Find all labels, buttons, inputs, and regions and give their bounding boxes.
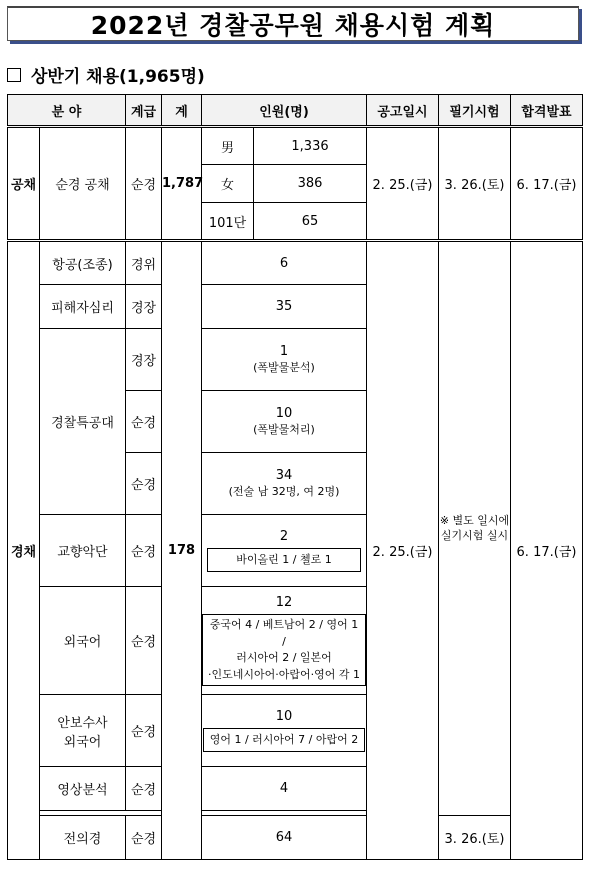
count-detail: (폭발물처리) — [253, 423, 315, 436]
field-cell: 경찰특공대 — [40, 329, 126, 515]
result-date: 6. 17.(금) — [511, 241, 583, 860]
breakdown-line: 러시아어 2 / 일본어 — [236, 651, 332, 664]
field-cell: 외국어 — [40, 587, 126, 695]
rank-cell: 순경 — [126, 127, 162, 241]
rank-cell: 순경 — [126, 515, 162, 587]
field-cell: 교향악단 — [40, 515, 126, 587]
subgroup-label: 女 — [202, 165, 254, 203]
checkbox-square-icon — [7, 68, 21, 82]
count-detail: (전술 남 32명, 여 2명) — [228, 485, 340, 498]
count-cell: 35 — [202, 285, 367, 329]
count-number: 34 — [275, 468, 293, 483]
count-number: 2 — [279, 528, 289, 544]
table-row — [8, 241, 583, 285]
count-number: 10 — [275, 406, 293, 421]
written-note: ※ 별도 일시에 실기시험 실시 — [439, 241, 511, 816]
table-row — [8, 127, 583, 165]
header-row — [8, 95, 583, 127]
count-breakdown-box: 바이올린 1 / 첼로 1 — [207, 548, 361, 573]
rank-cell: 순경 — [126, 391, 162, 453]
rank-cell: 경장 — [126, 329, 162, 391]
header-result: 합격발표 — [511, 95, 583, 127]
field-line: 안보수사 — [57, 715, 108, 731]
count-cell — [202, 453, 367, 515]
count-cell — [202, 391, 367, 453]
count-number: 10 — [275, 708, 293, 724]
header-count: 인원(명) — [202, 95, 367, 127]
total-cell: 178 — [162, 241, 202, 860]
header-notice: 공고일시 — [367, 95, 439, 127]
section-heading-text: 상반기 채용(1,965명) — [31, 67, 205, 87]
total-cell: 1,787 — [162, 127, 202, 241]
field-line: 외국어 — [63, 734, 102, 750]
count-cell — [202, 329, 367, 391]
field-cell: 항공(조종) — [40, 241, 126, 285]
count-cell — [202, 695, 367, 767]
count-detail: (폭발물분석) — [253, 361, 315, 374]
field-cell: 순경 공채 — [40, 127, 126, 241]
field-cell: 영상분석 — [40, 767, 126, 811]
header-written: 필기시험 — [439, 95, 511, 127]
section-heading — [7, 62, 205, 87]
header-field: 분 야 — [8, 95, 126, 127]
count-cell — [202, 587, 367, 695]
written-date: 3. 26.(토) — [439, 127, 511, 241]
subgroup-label: 101단 — [202, 203, 254, 241]
subgroup-count: 1,336 — [254, 127, 367, 165]
notice-date: 2. 25.(금) — [367, 241, 439, 860]
rank-cell: 순경 — [126, 816, 162, 860]
notice-date: 2. 25.(금) — [367, 127, 439, 241]
count-cell: 4 — [202, 767, 367, 811]
count-breakdown-box — [202, 614, 366, 686]
rank-cell: 경위 — [126, 241, 162, 285]
recruitment-table — [7, 94, 583, 860]
breakdown-line: 중국어 4 / 베트남어 2 / 영어 1 / — [209, 618, 359, 648]
category-gongchae: 공채 — [8, 127, 40, 241]
field-cell — [40, 695, 126, 767]
subgroup-count: 386 — [254, 165, 367, 203]
subgroup-label: 男 — [202, 127, 254, 165]
written-date: 3. 26.(토) — [439, 816, 511, 860]
field-cell: 피해자심리 — [40, 285, 126, 329]
rank-cell: 순경 — [126, 587, 162, 695]
breakdown-line: ·인도네시아어·아랍어·영어 각 1 — [208, 667, 360, 681]
subgroup-count: 65 — [254, 203, 367, 241]
count-breakdown-box: 영어 1 / 러시아어 7 / 아랍어 2 — [203, 728, 366, 753]
count-number: 12 — [275, 595, 293, 610]
count-number: 1 — [279, 344, 289, 359]
header-total: 계 — [162, 95, 202, 127]
result-date: 6. 17.(금) — [511, 127, 583, 241]
rank-cell: 순경 — [126, 695, 162, 767]
count-cell: 64 — [202, 816, 367, 860]
category-gyeongchae: 경채 — [8, 241, 40, 860]
count-cell: 6 — [202, 241, 367, 285]
header-rank: 계급 — [126, 95, 162, 127]
count-cell — [202, 515, 367, 587]
rank-cell: 순경 — [126, 453, 162, 515]
rank-cell: 순경 — [126, 767, 162, 811]
rank-cell: 경장 — [126, 285, 162, 329]
field-cell: 전의경 — [40, 816, 126, 860]
table-row — [8, 816, 583, 860]
page-title: 2022년 경찰공무원 채용시험 계획 — [7, 6, 579, 41]
